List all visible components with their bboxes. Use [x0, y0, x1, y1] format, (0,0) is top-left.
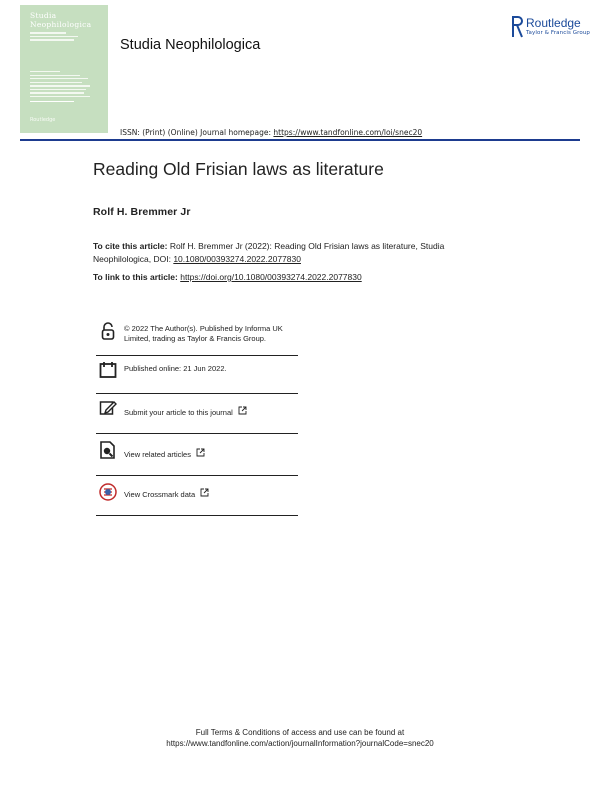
article-doi-link[interactable]: https://doi.org/10.1080/00393274.2022.2077830: [180, 272, 362, 282]
publisher-tagline: Taylor & Francis Group: [526, 30, 591, 36]
related-articles-link[interactable]: [124, 448, 299, 460]
edit-icon: [99, 399, 117, 417]
cite-text-line2: Neophilologica, DOI:: [93, 253, 174, 264]
footer-terms: [0, 727, 600, 749]
cover-title: [30, 11, 91, 29]
cite-label: To cite this article:: [93, 241, 168, 251]
publisher-name: Routledge: [526, 16, 581, 30]
journal-title[interactable]: Studia Neophilologica: [120, 37, 261, 53]
author-name[interactable]: [93, 206, 191, 218]
separator: [96, 355, 298, 356]
license-text: © 2022 The Author(s). Published by Informa UK Limited, trading as Taylor & Francis Group.: [124, 324, 283, 343]
separator: [96, 433, 298, 434]
external-link-icon: [200, 488, 209, 497]
footer-line1: Full Terms & Conditions of access and use can be found at: [195, 728, 405, 737]
submit-article-link[interactable]: [124, 406, 299, 418]
cover-contents-lines: [30, 71, 90, 100]
author-name-suffix: Jr: [177, 206, 191, 218]
link-label: To link to this article:: [93, 272, 181, 282]
separator: [96, 393, 298, 394]
footer-terms-link[interactable]: https://www.tandfonline.com/action/journalInformation?journalCode=snec20: [166, 739, 434, 748]
crossmark-link[interactable]: [124, 488, 299, 500]
article-title: Reading Old Frisian laws as literature: [93, 159, 384, 179]
published-row: [96, 360, 298, 382]
cite-doi-link[interactable]: 10.1080/00393274.2022.2077830: [173, 253, 301, 264]
issn-line: [120, 128, 422, 137]
cite-text: Rolf H. Bremmer Jr (2022): Reading Old Frisian laws as literature, Studia: [167, 241, 445, 251]
calendar-icon: [99, 361, 117, 379]
citation-block: [93, 240, 513, 265]
cover-subtitle-lines: [30, 32, 78, 43]
crossmark-icon: [99, 483, 117, 501]
document-search-icon: [99, 441, 117, 459]
routledge-r-icon: [510, 16, 524, 38]
cover-divider: [30, 101, 74, 102]
published-date: Published online: 21 Jun 2022.: [124, 364, 227, 373]
related-articles-label: View related articles: [124, 450, 191, 459]
crossmark-label: View Crossmark data: [124, 490, 196, 499]
related-row[interactable]: [96, 438, 298, 462]
external-link-icon: [238, 406, 247, 415]
open-lock-icon: [99, 322, 117, 340]
cover-title-line1: Studia: [30, 11, 57, 20]
crossmark-row[interactable]: [96, 480, 298, 504]
journal-cover-image: [20, 5, 108, 133]
cover-publisher-logo: Routledge: [30, 117, 56, 123]
external-link-icon: [196, 448, 205, 457]
link-block: [93, 271, 513, 284]
cover-title-line2: Neophilologica: [30, 20, 92, 29]
separator: [96, 515, 298, 516]
journal-homepage-link[interactable]: https://www.tandfonline.com/loi/snec20: [273, 128, 423, 137]
issn-label: ISSN: (Print) (Online) Journal homepage:: [120, 128, 272, 137]
open-access-row: [96, 320, 298, 356]
separator: [96, 475, 298, 476]
submit-row[interactable]: [96, 398, 298, 420]
author-name-main: Rolf H. Bremmer: [93, 206, 178, 218]
header-rule: [20, 139, 580, 141]
submit-article-label: Submit your article to this journal: [124, 408, 233, 417]
